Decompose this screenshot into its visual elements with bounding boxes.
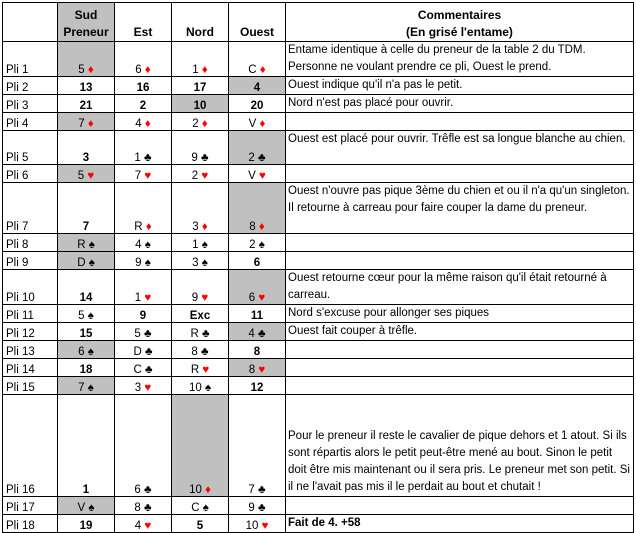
card-nord: [172, 165, 229, 183]
card-value: V: [248, 170, 256, 182]
card-est: [115, 515, 172, 533]
pli-label: Pli 7: [3, 183, 58, 234]
card-value: 10: [188, 382, 202, 394]
card-value: R: [190, 364, 200, 376]
card-value: 1: [82, 484, 90, 496]
card-value: 6: [253, 257, 261, 269]
card-sud: [58, 323, 115, 341]
trick-table: [2, 2, 634, 533]
card-est: [115, 395, 172, 497]
card-nord: [172, 323, 229, 341]
club-icon: ♣: [144, 364, 153, 376]
card-value: 7: [134, 170, 142, 182]
header-sud: Sud: [74, 8, 98, 22]
spade-icon: ♠: [87, 310, 94, 322]
card-value: 3: [134, 382, 142, 394]
header-nord: Nord: [172, 3, 229, 42]
pli-label: Pli 12: [3, 323, 58, 341]
card-sud: [58, 341, 115, 359]
card-ouest: [229, 377, 286, 395]
spade-icon: ♠: [144, 239, 151, 251]
card-ouest: [229, 395, 286, 497]
trick-row: [3, 323, 634, 341]
card-value: 4: [253, 82, 261, 94]
card-value: 10: [189, 484, 202, 496]
comment-cell: Ouest indique qu'il n'a pas le petit.: [286, 77, 634, 95]
card-value: C: [133, 364, 142, 376]
pli-label: Pli 4: [3, 113, 58, 131]
comment-cell: Entame identique à celle du preneur de la table 2 du TDM. Personne ne voulant prendre ce pli, Ouest le prend.: [286, 42, 634, 77]
spade-icon: ♠: [87, 382, 94, 394]
card-sud: [58, 305, 115, 323]
card-value: 7: [78, 382, 85, 394]
card-est: [115, 377, 172, 395]
card-value: 5: [77, 170, 85, 182]
trick-row: [3, 183, 634, 234]
comment-cell: [286, 113, 634, 131]
card-value: V: [248, 118, 257, 130]
card-est: [115, 77, 172, 95]
heart-icon: ♥: [201, 292, 209, 304]
card-ouest: [229, 77, 286, 95]
diamond-icon: ♦: [205, 484, 211, 496]
card-value: 21: [79, 100, 93, 112]
card-est: [115, 252, 172, 270]
card-est: [115, 305, 172, 323]
heart-icon: ♥: [259, 170, 266, 182]
pli-label: Pli 18: [3, 515, 58, 533]
card-value: 2: [191, 170, 199, 182]
card-value: 8: [134, 502, 141, 514]
header-comment-subtitle: (En grisé l'entame): [406, 25, 513, 39]
header-row: [3, 3, 634, 42]
card-nord: [172, 95, 229, 113]
comment-cell: [286, 341, 634, 359]
card-value: Exc: [189, 310, 211, 322]
card-est: [115, 270, 172, 305]
card-est: [115, 42, 172, 77]
comment-cell: Ouest fait couper à trêfle.: [286, 323, 634, 341]
heart-icon: ♥: [144, 520, 152, 532]
card-est: [115, 234, 172, 252]
trick-row: [3, 395, 634, 497]
card-value: 1: [134, 292, 142, 304]
club-icon: ♣: [144, 346, 153, 358]
card-value: 6: [248, 292, 256, 304]
pli-label: Pli 8: [3, 234, 58, 252]
card-est: [115, 323, 172, 341]
spade-icon: ♠: [88, 502, 95, 514]
pli-label: Pli 14: [3, 359, 58, 377]
comment-cell: [286, 234, 634, 252]
pli-label: Pli 11: [3, 305, 58, 323]
comment-cell: [286, 359, 634, 377]
card-ouest: [229, 359, 286, 377]
card-value: 8: [191, 346, 198, 358]
spade-icon: ♠: [88, 239, 95, 251]
card-ouest: [229, 270, 286, 305]
spade-icon: ♠: [201, 239, 208, 251]
card-value: 10: [245, 520, 259, 532]
card-value: 17: [193, 82, 207, 94]
card-est: [115, 165, 172, 183]
card-ouest: [229, 341, 286, 359]
comment-cell: [286, 377, 634, 395]
card-value: C: [191, 502, 200, 514]
diamond-icon: ♦: [145, 221, 152, 233]
card-value: 4: [135, 118, 142, 130]
diamond-icon: ♦: [87, 118, 94, 130]
comment-cell: Nord s'excuse pour allonger ses piques: [286, 305, 634, 323]
pli-label: Pli 2: [3, 77, 58, 95]
card-nord: [172, 395, 229, 497]
card-value: 6: [78, 346, 85, 358]
trick-row: [3, 113, 634, 131]
header-sud-preneur: [58, 3, 115, 42]
card-est: [115, 113, 172, 131]
card-value: 1: [192, 64, 199, 76]
card-ouest: [229, 305, 286, 323]
card-ouest: [229, 234, 286, 252]
card-est: [115, 359, 172, 377]
trick-row: [3, 252, 634, 270]
club-icon: ♣: [258, 502, 266, 514]
heart-icon: ♥: [144, 382, 152, 394]
diamond-icon: ♦: [259, 64, 266, 76]
card-value: 3: [192, 221, 199, 233]
card-value: 3: [192, 257, 199, 269]
pli-label: Pli 1: [3, 42, 58, 77]
pli-label: Pli 13: [3, 341, 58, 359]
card-value: 10: [193, 100, 207, 112]
header-est: Est: [115, 3, 172, 42]
diamond-icon: ♦: [144, 64, 151, 76]
card-ouest: [229, 323, 286, 341]
card-value: 8: [253, 346, 261, 358]
trick-row: [3, 77, 634, 95]
trick-row: [3, 270, 634, 305]
card-value: D: [133, 346, 142, 358]
card-est: [115, 131, 172, 165]
pli-label: Pli 5: [3, 131, 58, 165]
pli-label: Pli 9: [3, 252, 58, 270]
card-value: 4: [134, 520, 142, 532]
header-commentaires: [286, 3, 634, 42]
card-sud: [58, 42, 115, 77]
heart-icon: ♥: [87, 170, 95, 182]
spade-icon: ♠: [202, 502, 209, 514]
card-ouest: [229, 95, 286, 113]
card-value: 1: [134, 152, 141, 164]
card-sud: [58, 515, 115, 533]
header-empty: [3, 3, 58, 42]
header-preneur: Preneur: [63, 25, 109, 39]
card-value: 13: [79, 82, 93, 94]
header-comment-title: Commentaires: [417, 8, 502, 22]
pli-label: Pli 3: [3, 95, 58, 113]
card-value: 9: [191, 152, 198, 164]
card-sud: [58, 131, 115, 165]
heart-icon: ♥: [202, 364, 210, 376]
card-value: 9: [139, 310, 147, 322]
card-nord: [172, 234, 229, 252]
diamond-icon: ♦: [201, 221, 208, 233]
card-value: 2: [139, 100, 147, 112]
card-sud: [58, 183, 115, 234]
header-ouest: Ouest: [229, 3, 286, 42]
card-sud: [58, 77, 115, 95]
card-value: 3: [82, 152, 90, 164]
card-nord: [172, 42, 229, 77]
pli-label: Pli 10: [3, 270, 58, 305]
card-ouest: [229, 113, 286, 131]
trick-row: [3, 497, 634, 515]
card-value: C: [248, 64, 257, 76]
card-ouest: [229, 252, 286, 270]
card-value: 2: [192, 118, 199, 130]
pli-label: Pli 6: [3, 165, 58, 183]
card-value: 4: [135, 239, 142, 251]
card-value: 6: [135, 64, 142, 76]
club-icon: ♣: [201, 328, 210, 340]
diamond-icon: ♦: [87, 64, 94, 76]
card-ouest: [229, 165, 286, 183]
card-value: 1: [192, 239, 199, 251]
card-sud: [58, 395, 115, 497]
card-nord: [172, 183, 229, 234]
trick-row: [3, 341, 634, 359]
card-nord: [172, 497, 229, 515]
card-ouest: [229, 131, 286, 165]
pli-label: Pli 15: [3, 377, 58, 395]
card-sud: [58, 234, 115, 252]
card-value: 2: [248, 152, 255, 164]
card-value: D: [77, 257, 86, 269]
card-value: 11: [250, 310, 264, 322]
club-icon: ♣: [144, 502, 152, 514]
trick-row: [3, 515, 634, 533]
card-sud: [58, 95, 115, 113]
card-sud: [58, 113, 115, 131]
card-sud: [58, 497, 115, 515]
card-sud: [58, 165, 115, 183]
spade-icon: ♠: [144, 257, 151, 269]
card-est: [115, 341, 172, 359]
club-icon: ♣: [258, 152, 266, 164]
card-ouest: [229, 42, 286, 77]
card-ouest: [229, 515, 286, 533]
card-value: 9: [248, 502, 255, 514]
card-value: 8: [248, 364, 256, 376]
card-sud: [58, 270, 115, 305]
card-value: R: [190, 328, 199, 340]
trick-row: [3, 131, 634, 165]
card-value: R: [134, 221, 143, 233]
spade-icon: ♠: [201, 257, 208, 269]
card-value: 2: [249, 239, 256, 251]
club-icon: ♣: [201, 152, 209, 164]
card-ouest: [229, 497, 286, 515]
card-value: R: [77, 239, 86, 251]
card-nord: [172, 113, 229, 131]
card-value: 14: [79, 292, 93, 304]
diamond-icon: ♦: [201, 64, 208, 76]
card-nord: [172, 377, 229, 395]
card-nord: [172, 131, 229, 165]
heart-icon: ♥: [201, 170, 209, 182]
club-icon: ♣: [258, 328, 266, 340]
card-value: 5: [134, 328, 141, 340]
card-value: 7: [78, 118, 85, 130]
diamond-icon: ♦: [144, 118, 151, 130]
club-icon: ♣: [201, 346, 209, 358]
trick-row: [3, 234, 634, 252]
diamond-icon: ♦: [258, 221, 265, 233]
card-value: 7: [248, 484, 255, 496]
card-sud: [58, 252, 115, 270]
trick-row: [3, 165, 634, 183]
comment-cell: Fait de 4. +58: [286, 515, 634, 533]
comment-cell: [286, 165, 634, 183]
club-icon: ♣: [144, 152, 152, 164]
card-nord: [172, 359, 229, 377]
comment-cell: Ouest est placé pour ouvrir. Trêfle est sa longue blanche au chien.: [286, 131, 634, 165]
pli-label: Pli 17: [3, 497, 58, 515]
trick-row: [3, 359, 634, 377]
card-value: 9: [191, 292, 199, 304]
card-value: 7: [82, 221, 90, 233]
card-sud: [58, 359, 115, 377]
card-value: 15: [79, 328, 93, 340]
card-est: [115, 183, 172, 234]
card-nord: [172, 270, 229, 305]
card-nord: [172, 341, 229, 359]
card-est: [115, 95, 172, 113]
spade-icon: ♠: [258, 239, 265, 251]
trick-row: [3, 305, 634, 323]
diamond-icon: ♦: [259, 118, 266, 130]
heart-icon: ♥: [261, 520, 269, 532]
card-nord: [172, 305, 229, 323]
card-value: 16: [136, 82, 150, 94]
card-value: 5: [196, 520, 204, 532]
spade-icon: ♠: [204, 382, 212, 394]
comment-cell: Ouest retourne cœur pour la même raison qu'il était retourné à carreau.: [286, 270, 634, 305]
trick-row: [3, 377, 634, 395]
card-value: 5: [78, 64, 85, 76]
diamond-icon: ♦: [201, 118, 208, 130]
spade-icon: ♠: [88, 257, 95, 269]
card-value: 4: [248, 328, 255, 340]
club-icon: ♣: [144, 328, 152, 340]
comment-cell: [286, 252, 634, 270]
card-est: [115, 497, 172, 515]
comment-cell: [286, 497, 634, 515]
trick-row: [3, 42, 634, 77]
pli-label: Pli 16: [3, 395, 58, 497]
card-value: 19: [79, 520, 93, 532]
card-ouest: [229, 183, 286, 234]
trick-row: [3, 95, 634, 113]
card-value: 5: [78, 310, 85, 322]
card-value: 18: [79, 364, 93, 376]
card-nord: [172, 77, 229, 95]
heart-icon: ♥: [144, 292, 152, 304]
comment-cell: Nord n'est pas placé pour ouvrir.: [286, 95, 634, 113]
club-icon: ♣: [258, 484, 266, 496]
card-value: 20: [250, 100, 264, 112]
card-nord: [172, 515, 229, 533]
card-value: 6: [134, 484, 141, 496]
club-icon: ♣: [144, 484, 152, 496]
heart-icon: ♥: [258, 292, 266, 304]
comment-cell: Pour le preneur il reste le cavalier de pique dehors et 1 atout. Si ils sont répartis alors le petit peut-être mené au bout. Sinon le petit doit être mis maintenant ou il sera pris. Le preneur met son petit. Si il ne l'avait pas mis il le perdait au bout et chutait !: [286, 395, 634, 497]
card-value: 12: [250, 382, 264, 394]
card-value: 8: [249, 221, 256, 233]
spade-icon: ♠: [87, 346, 94, 358]
card-value: V: [77, 502, 86, 514]
heart-icon: ♥: [258, 364, 266, 376]
heart-icon: ♥: [144, 170, 152, 182]
card-value: 9: [135, 257, 142, 269]
card-nord: [172, 252, 229, 270]
card-sud: [58, 377, 115, 395]
comment-cell: Ouest n'ouvre pas pique 3ème du chien et ou il n'a qu'un singleton. Il retourne à carreau pour faire couper la dame du preneur.: [286, 183, 634, 234]
